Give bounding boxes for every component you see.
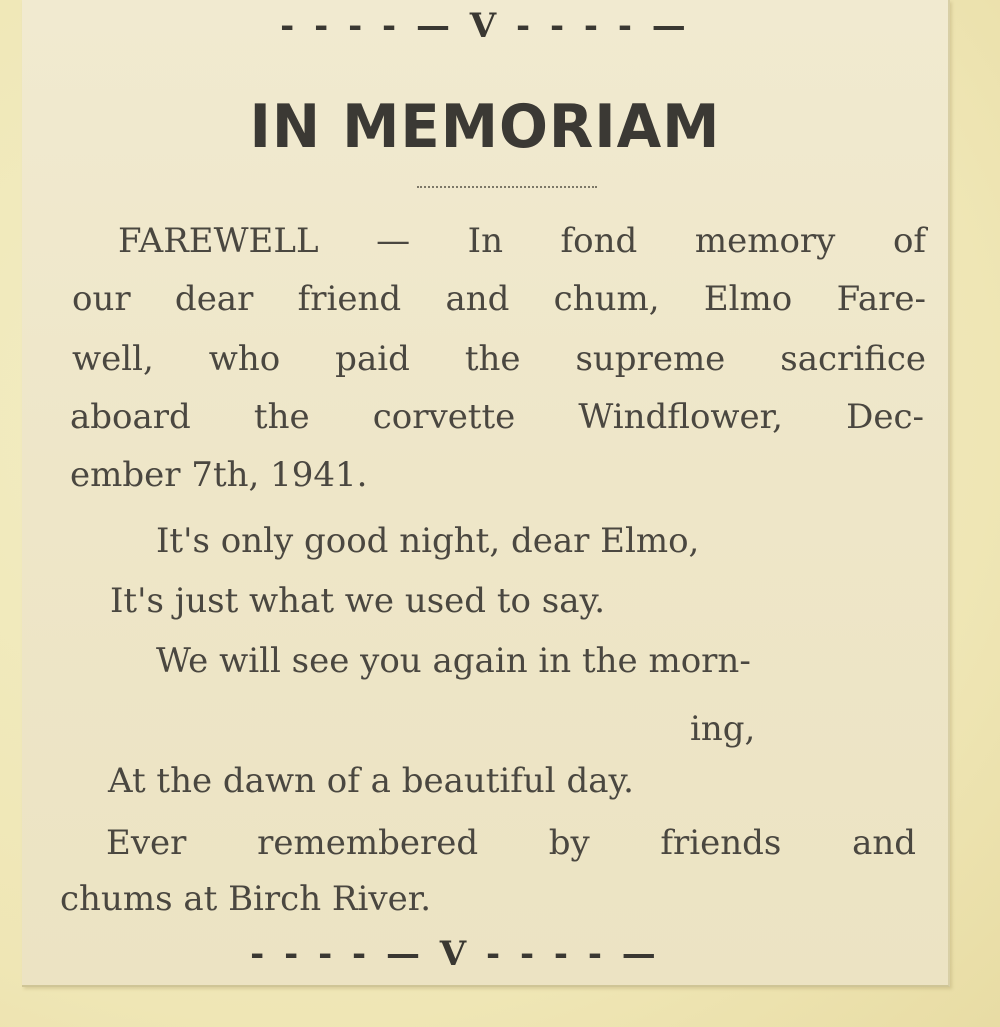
closing-line: Ever remembered by friends and [106, 823, 916, 863]
poem-line: It's only good night, dear Elmo, [156, 521, 700, 561]
paragraph-line: aboard the corvette Windflower, Dec- [70, 397, 924, 437]
paragraph-line: well, who paid the supreme sacrifice [72, 339, 926, 379]
poem-line: ing, [690, 709, 756, 749]
paragraph-line: ember 7th, 1941. [70, 455, 368, 495]
newspaper-clipping [22, 0, 950, 987]
separator-top: - - - - — V - - - - — [280, 6, 690, 46]
heading-divider [417, 186, 597, 188]
closing-line: chums at Birch River. [60, 879, 432, 919]
poem-line: At the dawn of a beautiful day. [108, 761, 634, 801]
poem-line: It's just what we used to say. [110, 581, 606, 621]
separator-bottom: - - - - — V - - - - — [250, 934, 660, 974]
paragraph-line: FAREWELL — In fond memory of [118, 221, 926, 261]
page-title: IN MEMORIAM [249, 92, 721, 162]
paragraph-line: our dear friend and chum, Elmo Fare- [72, 279, 926, 319]
poem-line: We will see you again in the morn- [156, 641, 751, 681]
